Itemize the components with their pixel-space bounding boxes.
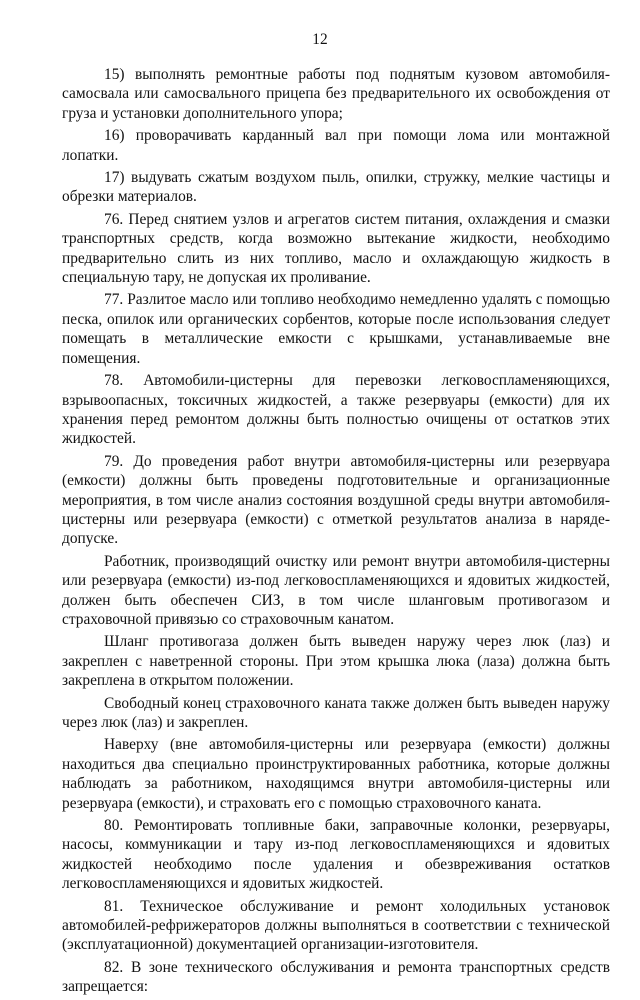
page-number: 12 bbox=[312, 31, 328, 48]
paragraph-82: 82. В зоне технического обслуживания и ремонта транспортных средств запрещается: bbox=[62, 958, 610, 996]
document-body bbox=[62, 65, 610, 1000]
paragraph-76: 76. Перед снятием узлов и агрегатов систем питания, охлаждения и смазки транспортных средств, когда возможно вытекание жидкости, необходимо предварительно слить из них топливо, масло и охлаждающую жидкость в специальную тару, не допуская их проливание. bbox=[62, 210, 610, 287]
paragraph-77: 77. Разлитое масло или топливо необходимо немедленно удалять с помощью песка, опилок или органических сорбентов, которые после использования следует помещать в металлические емкости с крышками, устанавливаемые вне помещения. bbox=[62, 291, 610, 367]
paragraph-79-hose: Шланг противогаза должен быть выведен наружу через люк (лаз) и закреплен с наветренной стороны. При этом крышка люка (лаза) должна быть закреплена в открытом положении. bbox=[62, 633, 610, 690]
paragraph-item-15: 15) выполнять ремонтные работы под поднятым кузовом автомобиля-самосвала или самосвального прицепа без предварительного их освобождения от груза и установки дополнительного упора; bbox=[62, 66, 610, 122]
paragraph-79-rope: Свободный конец страховочного каната также должен быть выведен наружу через люк (лаз) и закреплен. bbox=[62, 694, 610, 731]
paragraph-item-16: 16) проворачивать карданный вал при помощи лома или монтажной лопатки. bbox=[62, 127, 610, 164]
paragraph-79-worker: Работник, производящий очистку или ремонт внутри автомобиля-цистерны или резервуара (емкости) из-под легковоспламеняющихся и ядовитых жидкостей, должен быть обеспечен СИЗ, в том числе шланговым противогазом и страховочной привязью со страховочным канатом. bbox=[62, 552, 610, 628]
paragraph-79: 79. До проведения работ внутри автомобиля-цистерны или резервуара (емкости) должны быть проведены подготовительные и организационные мероприятия, в том числе анализ состояния воздушной среды внутри автомобиля-цистерны или резервуара (емкости) с отметкой результатов анализа в наряде-допуске. bbox=[62, 452, 610, 548]
paragraph-78: 78. Автомобили-цистерны для перевозки легковоспламеняющихся, взрывоопасных, токсичных жидкостей, а также резервуары (емкости) для их хранения перед ремонтом должны быть полностью очищены от остатков этих жидкостей. bbox=[62, 372, 610, 448]
paragraph-item-17: 17) выдувать сжатым воздухом пыль, опилки, стружку, мелкие частицы и обрезки материалов. bbox=[62, 169, 610, 206]
paragraph-81: 81. Техническое обслуживание и ремонт холодильных установок автомобилей-рефрижераторов должны выполняться в соответствии с технической (эксплуатационной) документацией организации-изготовителя. bbox=[62, 897, 610, 954]
paragraph-79-observers: Наверху (вне автомобиля-цистерны или резервуара (емкости) должны находиться два специально проинструктированных работника, которые должны наблюдать за работником, находящимся внутри автомобиля-цистерны или резервуара (емкости), и страховать его с помощью страховочного каната. bbox=[62, 736, 610, 812]
paragraph-80: 80. Ремонтировать топливные баки, заправочные колонки, резервуары, насосы, коммуникации и тару из-под легковоспламеняющихся и ядовитых жидкостей необходимо после удаления и обезвреживания остатков легковоспламеняющихся и ядовитых жидкостей. bbox=[62, 817, 610, 893]
